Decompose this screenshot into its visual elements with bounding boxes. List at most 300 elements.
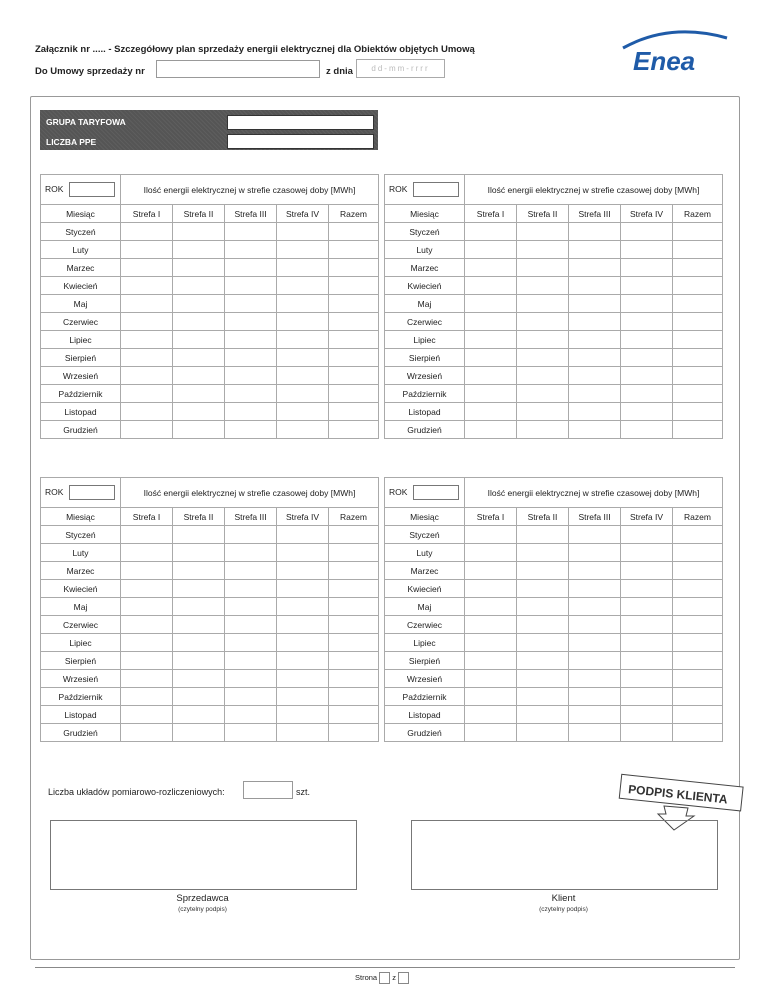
energy-input-cell[interactable] — [173, 544, 225, 562]
energy-input-cell[interactable] — [465, 295, 517, 313]
energy-input-cell[interactable] — [225, 421, 277, 439]
energy-input-cell[interactable] — [173, 295, 225, 313]
energy-input-cell[interactable] — [517, 706, 569, 724]
energy-input-cell[interactable] — [517, 652, 569, 670]
energy-input-cell[interactable] — [225, 331, 277, 349]
energy-input-cell[interactable] — [225, 403, 277, 421]
energy-input-cell[interactable] — [225, 526, 277, 544]
energy-input-cell[interactable] — [329, 562, 379, 580]
zone-header: Strefa I — [465, 508, 517, 526]
energy-input-cell[interactable] — [173, 526, 225, 544]
energy-input-cell[interactable] — [569, 652, 621, 670]
energy-input-cell[interactable] — [673, 403, 723, 421]
energy-input-cell[interactable] — [569, 616, 621, 634]
energy-input-cell[interactable] — [225, 349, 277, 367]
energy-input-cell[interactable] — [173, 223, 225, 241]
energy-input-cell[interactable] — [121, 652, 173, 670]
energy-input-cell[interactable] — [569, 706, 621, 724]
energy-input-cell[interactable] — [121, 670, 173, 688]
energy-input-cell[interactable] — [329, 706, 379, 724]
energy-input-cell[interactable] — [621, 670, 673, 688]
energy-input-cell[interactable] — [173, 634, 225, 652]
energy-input-cell[interactable] — [621, 367, 673, 385]
energy-input-cell[interactable] — [621, 259, 673, 277]
energy-input-cell[interactable] — [225, 580, 277, 598]
energy-input-cell[interactable] — [277, 688, 329, 706]
energy-input-cell[interactable] — [621, 349, 673, 367]
energy-input-cell[interactable] — [465, 277, 517, 295]
month-label: Sierpień — [41, 349, 121, 367]
energy-input-cell[interactable] — [121, 706, 173, 724]
energy-input-cell[interactable] — [673, 295, 723, 313]
energy-input-cell[interactable] — [465, 349, 517, 367]
energy-input-cell[interactable] — [621, 580, 673, 598]
energy-input-cell[interactable] — [517, 688, 569, 706]
energy-input-cell[interactable] — [569, 670, 621, 688]
energy-input-cell[interactable] — [569, 295, 621, 313]
energy-input-cell[interactable] — [465, 385, 517, 403]
energy-input-cell[interactable] — [329, 616, 379, 634]
date-field[interactable]: dd-mm-rrrr — [356, 59, 445, 78]
energy-input-cell[interactable] — [517, 313, 569, 331]
contract-number-field[interactable] — [156, 60, 320, 78]
energy-input-cell[interactable] — [173, 724, 225, 742]
year-plan-table — [40, 477, 379, 742]
energy-input-cell[interactable] — [673, 313, 723, 331]
month-label: Grudzień — [41, 421, 121, 439]
month-label: Listopad — [41, 403, 121, 421]
energy-input-cell[interactable] — [329, 277, 379, 295]
energy-input-cell[interactable] — [465, 367, 517, 385]
energy-input-cell[interactable] — [121, 403, 173, 421]
meters-unit: szt. — [296, 787, 311, 797]
table-row — [385, 349, 723, 367]
energy-input-cell[interactable] — [277, 580, 329, 598]
energy-input-cell[interactable] — [569, 331, 621, 349]
energy-input-cell[interactable] — [225, 688, 277, 706]
energy-input-cell[interactable] — [225, 706, 277, 724]
month-label: Wrzesień — [41, 670, 121, 688]
energy-input-cell[interactable] — [277, 403, 329, 421]
energy-input-cell[interactable] — [173, 670, 225, 688]
energy-input-cell[interactable] — [673, 349, 723, 367]
energy-input-cell[interactable] — [329, 688, 379, 706]
energy-input-cell[interactable] — [517, 385, 569, 403]
energy-input-cell[interactable] — [465, 688, 517, 706]
table-row — [41, 670, 379, 688]
energy-input-cell[interactable] — [517, 331, 569, 349]
energy-input-cell[interactable] — [569, 313, 621, 331]
energy-input-cell[interactable] — [225, 223, 277, 241]
energy-input-cell[interactable] — [465, 616, 517, 634]
energy-input-cell[interactable] — [121, 241, 173, 259]
energy-input-cell[interactable] — [517, 295, 569, 313]
energy-input-cell[interactable] — [569, 688, 621, 706]
year-field[interactable] — [69, 485, 115, 500]
energy-input-cell[interactable] — [329, 598, 379, 616]
energy-input-cell[interactable] — [121, 277, 173, 295]
month-label: Wrzesień — [41, 367, 121, 385]
energy-input-cell[interactable] — [225, 367, 277, 385]
energy-input-cell[interactable] — [569, 367, 621, 385]
energy-input-cell[interactable] — [673, 598, 723, 616]
energy-input-cell[interactable] — [517, 598, 569, 616]
energy-input-cell[interactable] — [277, 295, 329, 313]
energy-input-cell[interactable] — [173, 616, 225, 634]
energy-input-cell[interactable] — [121, 367, 173, 385]
energy-input-cell[interactable] — [277, 670, 329, 688]
seller-signature-box[interactable] — [50, 820, 357, 890]
meters-count-field[interactable] — [243, 781, 293, 799]
client-signature-box[interactable] — [411, 820, 718, 890]
energy-input-cell[interactable] — [173, 403, 225, 421]
energy-input-cell[interactable] — [277, 724, 329, 742]
energy-input-cell[interactable] — [569, 403, 621, 421]
energy-input-cell[interactable] — [121, 562, 173, 580]
energy-input-cell[interactable] — [121, 526, 173, 544]
month-label: Wrzesień — [385, 367, 465, 385]
energy-input-cell[interactable] — [621, 652, 673, 670]
energy-input-cell[interactable] — [569, 223, 621, 241]
energy-input-cell[interactable] — [673, 544, 723, 562]
energy-input-cell[interactable] — [673, 385, 723, 403]
energy-input-cell[interactable] — [621, 598, 673, 616]
energy-input-cell[interactable] — [569, 526, 621, 544]
energy-input-cell[interactable] — [673, 277, 723, 295]
energy-input-cell[interactable] — [329, 331, 379, 349]
energy-input-cell[interactable] — [225, 562, 277, 580]
energy-input-cell[interactable] — [673, 616, 723, 634]
energy-input-cell[interactable] — [173, 688, 225, 706]
energy-input-cell[interactable] — [173, 331, 225, 349]
seller-note: (czytelny podpis) — [178, 906, 227, 913]
energy-input-cell[interactable] — [225, 724, 277, 742]
energy-input-cell[interactable] — [621, 688, 673, 706]
energy-input-cell[interactable] — [569, 421, 621, 439]
table-row — [385, 277, 723, 295]
energy-input-cell[interactable] — [621, 277, 673, 295]
energy-input-cell[interactable] — [121, 259, 173, 277]
energy-input-cell[interactable] — [329, 580, 379, 598]
energy-input-cell[interactable] — [277, 526, 329, 544]
energy-input-cell[interactable] — [277, 259, 329, 277]
energy-input-cell[interactable] — [621, 313, 673, 331]
energy-input-cell[interactable] — [465, 634, 517, 652]
energy-input-cell[interactable] — [329, 349, 379, 367]
energy-input-cell[interactable] — [225, 670, 277, 688]
energy-input-cell[interactable] — [517, 241, 569, 259]
energy-input-cell[interactable] — [517, 670, 569, 688]
energy-input-cell[interactable] — [121, 544, 173, 562]
energy-input-cell[interactable] — [465, 724, 517, 742]
energy-input-cell[interactable] — [329, 241, 379, 259]
energy-input-cell[interactable] — [329, 544, 379, 562]
energy-input-cell[interactable] — [225, 313, 277, 331]
energy-input-cell[interactable] — [673, 688, 723, 706]
rok-cell — [385, 478, 465, 508]
energy-input-cell[interactable] — [173, 313, 225, 331]
energy-input-cell[interactable] — [465, 670, 517, 688]
energy-input-cell[interactable] — [277, 349, 329, 367]
energy-input-cell[interactable] — [225, 652, 277, 670]
energy-input-cell[interactable] — [329, 670, 379, 688]
energy-input-cell[interactable] — [329, 259, 379, 277]
energy-input-cell[interactable] — [673, 421, 723, 439]
energy-input-cell[interactable] — [277, 421, 329, 439]
month-label: Styczeń — [385, 223, 465, 241]
energy-input-cell[interactable] — [225, 616, 277, 634]
zone-header: Strefa IV — [621, 205, 673, 223]
energy-input-cell[interactable] — [673, 331, 723, 349]
energy-input-cell[interactable] — [569, 580, 621, 598]
energy-input-cell[interactable] — [121, 385, 173, 403]
tariff-group-field[interactable] — [227, 115, 374, 130]
table-row — [385, 544, 723, 562]
energy-input-cell[interactable] — [517, 421, 569, 439]
energy-input-cell[interactable] — [465, 331, 517, 349]
energy-input-cell[interactable] — [569, 598, 621, 616]
energy-input-cell[interactable] — [173, 385, 225, 403]
year-field[interactable] — [413, 182, 459, 197]
energy-input-cell[interactable] — [517, 349, 569, 367]
month-label: Kwiecień — [41, 277, 121, 295]
energy-input-cell[interactable] — [569, 241, 621, 259]
energy-input-cell[interactable] — [225, 385, 277, 403]
energy-input-cell[interactable] — [121, 313, 173, 331]
energy-input-cell[interactable] — [173, 367, 225, 385]
stamp-text: PODPIS KLIENTA — [627, 782, 729, 807]
table-row — [41, 688, 379, 706]
energy-input-cell[interactable] — [329, 634, 379, 652]
table-row — [41, 367, 379, 385]
energy-input-cell[interactable] — [121, 616, 173, 634]
energy-input-cell[interactable] — [673, 562, 723, 580]
energy-input-cell[interactable] — [121, 349, 173, 367]
client-caption: Klient — [551, 893, 576, 904]
energy-input-cell[interactable] — [277, 598, 329, 616]
energy-input-cell[interactable] — [121, 634, 173, 652]
energy-input-cell[interactable] — [673, 670, 723, 688]
page-number-field[interactable] — [379, 972, 390, 984]
energy-input-cell[interactable] — [621, 331, 673, 349]
energy-input-cell[interactable] — [465, 241, 517, 259]
energy-input-cell[interactable] — [329, 421, 379, 439]
energy-input-cell[interactable] — [173, 241, 225, 259]
energy-input-cell[interactable] — [121, 421, 173, 439]
energy-input-cell[interactable] — [673, 652, 723, 670]
energy-input-cell[interactable] — [173, 652, 225, 670]
energy-input-cell[interactable] — [569, 259, 621, 277]
table-row — [41, 598, 379, 616]
energy-input-cell[interactable] — [465, 598, 517, 616]
energy-input-cell[interactable] — [517, 403, 569, 421]
energy-input-cell[interactable] — [277, 544, 329, 562]
energy-input-cell[interactable] — [121, 295, 173, 313]
energy-input-cell[interactable] — [225, 634, 277, 652]
energy-input-cell[interactable] — [673, 367, 723, 385]
energy-input-cell[interactable] — [569, 277, 621, 295]
table-row — [385, 598, 723, 616]
energy-input-cell[interactable] — [121, 223, 173, 241]
energy-input-cell[interactable] — [121, 688, 173, 706]
energy-input-cell[interactable] — [277, 616, 329, 634]
energy-input-cell[interactable] — [173, 598, 225, 616]
energy-input-cell[interactable] — [277, 562, 329, 580]
table-row — [385, 385, 723, 403]
energy-input-cell[interactable] — [517, 580, 569, 598]
month-label: Październik — [41, 688, 121, 706]
energy-input-cell[interactable] — [329, 526, 379, 544]
year-field[interactable] — [413, 485, 459, 500]
energy-input-cell[interactable] — [569, 724, 621, 742]
month-label: Czerwiec — [385, 313, 465, 331]
energy-input-cell[interactable] — [621, 385, 673, 403]
energy-input-cell[interactable] — [277, 223, 329, 241]
energy-input-cell[interactable] — [621, 295, 673, 313]
rok-label: ROK — [45, 486, 64, 497]
energy-input-cell[interactable] — [277, 367, 329, 385]
energy-input-cell[interactable] — [673, 223, 723, 241]
page-total-field[interactable] — [398, 972, 409, 984]
rok-label: ROK — [389, 486, 408, 497]
energy-input-cell[interactable] — [225, 598, 277, 616]
energy-input-cell[interactable] — [329, 385, 379, 403]
energy-input-cell[interactable] — [621, 241, 673, 259]
energy-input-cell[interactable] — [329, 223, 379, 241]
month-label: Grudzień — [385, 421, 465, 439]
energy-input-cell[interactable] — [465, 706, 517, 724]
energy-input-cell[interactable] — [173, 562, 225, 580]
energy-input-cell[interactable] — [673, 706, 723, 724]
energy-input-cell[interactable] — [225, 295, 277, 313]
energy-input-cell[interactable] — [673, 634, 723, 652]
energy-input-cell[interactable] — [329, 313, 379, 331]
energy-input-cell[interactable] — [277, 706, 329, 724]
month-header: Miesiąc — [41, 508, 121, 526]
energy-input-cell[interactable] — [329, 295, 379, 313]
energy-input-cell[interactable] — [277, 385, 329, 403]
energy-input-cell[interactable] — [277, 277, 329, 295]
energy-input-cell[interactable] — [673, 241, 723, 259]
energy-input-cell[interactable] — [329, 724, 379, 742]
energy-input-cell[interactable] — [621, 544, 673, 562]
energy-input-cell[interactable] — [621, 421, 673, 439]
energy-input-cell[interactable] — [121, 331, 173, 349]
energy-input-cell[interactable] — [517, 259, 569, 277]
energy-input-cell[interactable] — [277, 313, 329, 331]
energy-input-cell[interactable] — [517, 223, 569, 241]
energy-input-cell[interactable] — [517, 724, 569, 742]
energy-input-cell[interactable] — [517, 277, 569, 295]
energy-input-cell[interactable] — [569, 349, 621, 367]
energy-input-cell[interactable] — [621, 634, 673, 652]
energy-input-cell[interactable] — [173, 421, 225, 439]
energy-input-cell[interactable] — [465, 403, 517, 421]
energy-input-cell[interactable] — [329, 652, 379, 670]
ppe-count-field[interactable] — [227, 134, 374, 149]
energy-input-cell[interactable] — [517, 526, 569, 544]
energy-input-cell[interactable] — [465, 259, 517, 277]
energy-input-cell[interactable] — [465, 223, 517, 241]
energy-input-cell[interactable] — [621, 724, 673, 742]
energy-input-cell[interactable] — [121, 580, 173, 598]
energy-input-cell[interactable] — [173, 277, 225, 295]
meters-label: Liczba układów pomiarowo-rozliczeniowych: — [48, 787, 225, 797]
table-row — [385, 652, 723, 670]
energy-input-cell[interactable] — [621, 403, 673, 421]
energy-input-cell[interactable] — [621, 616, 673, 634]
energy-input-cell[interactable] — [277, 652, 329, 670]
energy-input-cell[interactable] — [621, 526, 673, 544]
energy-header: Ilość energii elektrycznej w strefie czasowej doby [MWh] — [121, 175, 379, 205]
zone-header: Strefa I — [465, 205, 517, 223]
month-label: Sierpień — [41, 652, 121, 670]
year-field[interactable] — [69, 182, 115, 197]
energy-input-cell[interactable] — [225, 241, 277, 259]
energy-input-cell[interactable] — [225, 259, 277, 277]
energy-input-cell[interactable] — [173, 706, 225, 724]
energy-input-cell[interactable] — [329, 403, 379, 421]
energy-input-cell[interactable] — [621, 706, 673, 724]
energy-input-cell[interactable] — [465, 313, 517, 331]
energy-input-cell[interactable] — [277, 241, 329, 259]
energy-input-cell[interactable] — [517, 367, 569, 385]
energy-input-cell[interactable] — [569, 544, 621, 562]
month-header: Miesiąc — [385, 205, 465, 223]
table-row — [385, 562, 723, 580]
energy-input-cell[interactable] — [173, 259, 225, 277]
energy-input-cell[interactable] — [517, 544, 569, 562]
zone-header: Strefa II — [517, 508, 569, 526]
energy-input-cell[interactable] — [465, 421, 517, 439]
energy-input-cell[interactable] — [465, 580, 517, 598]
energy-input-cell[interactable] — [329, 367, 379, 385]
rok-label: ROK — [45, 183, 64, 194]
energy-input-cell[interactable] — [225, 277, 277, 295]
energy-input-cell[interactable] — [173, 580, 225, 598]
table-row — [385, 331, 723, 349]
energy-input-cell[interactable] — [673, 259, 723, 277]
energy-input-cell[interactable] — [465, 526, 517, 544]
energy-input-cell[interactable] — [277, 634, 329, 652]
zone-header: Strefa I — [121, 205, 173, 223]
month-label: Październik — [41, 385, 121, 403]
energy-input-cell[interactable] — [465, 652, 517, 670]
energy-input-cell[interactable] — [277, 331, 329, 349]
energy-input-cell[interactable] — [465, 562, 517, 580]
energy-input-cell[interactable] — [673, 580, 723, 598]
energy-input-cell[interactable] — [121, 598, 173, 616]
energy-input-cell[interactable] — [517, 616, 569, 634]
month-label: Październik — [385, 385, 465, 403]
energy-input-cell[interactable] — [121, 724, 173, 742]
table-row — [385, 670, 723, 688]
energy-input-cell[interactable] — [465, 544, 517, 562]
energy-input-cell[interactable] — [621, 562, 673, 580]
energy-input-cell[interactable] — [569, 634, 621, 652]
month-label: Lipiec — [385, 331, 465, 349]
energy-input-cell[interactable] — [517, 562, 569, 580]
logo-text: Enea — [633, 46, 696, 76]
energy-input-cell[interactable] — [673, 724, 723, 742]
energy-input-cell[interactable] — [517, 634, 569, 652]
energy-input-cell[interactable] — [225, 544, 277, 562]
energy-input-cell[interactable] — [621, 223, 673, 241]
energy-input-cell[interactable] — [569, 385, 621, 403]
energy-input-cell[interactable] — [173, 349, 225, 367]
energy-input-cell[interactable] — [569, 562, 621, 580]
energy-input-cell[interactable] — [673, 526, 723, 544]
